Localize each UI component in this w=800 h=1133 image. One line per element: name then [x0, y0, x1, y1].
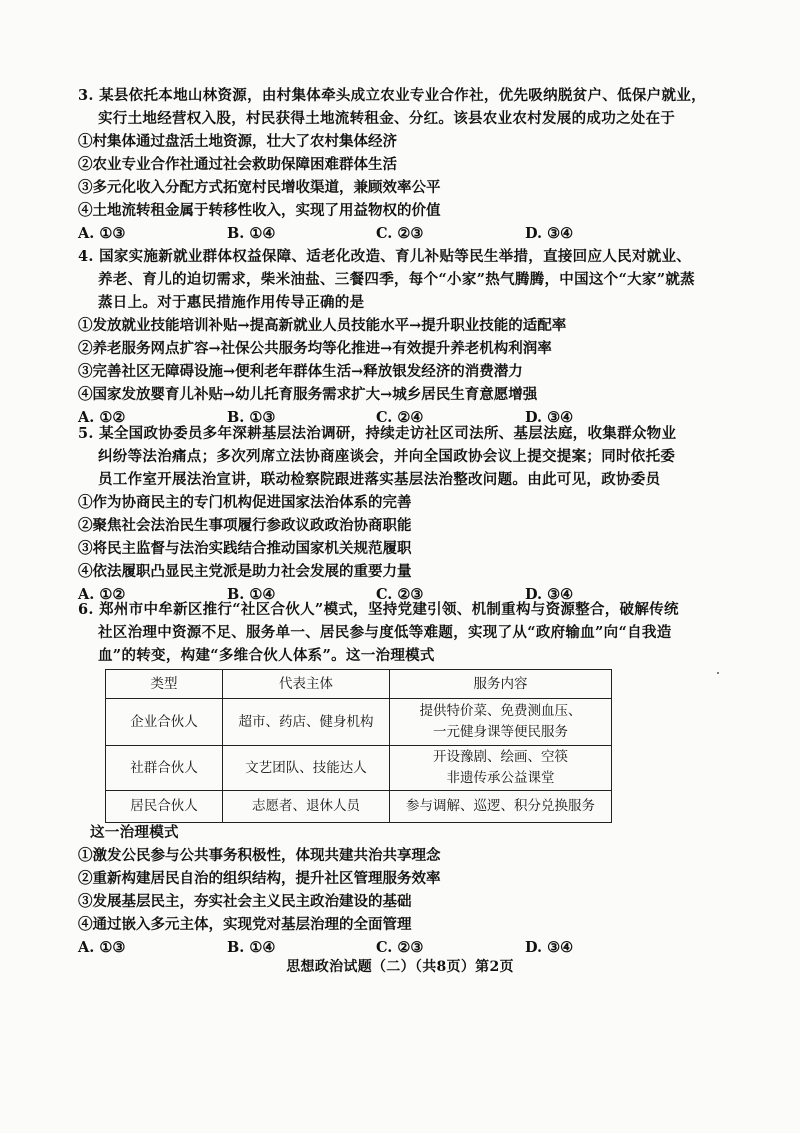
q6-choice-d: D. ③④ — [525, 939, 574, 956]
q5-option-4: ④依法履职凸显民主党派是助力社会发展的重要力量 — [78, 563, 412, 580]
page-footer: 思想政治试题（二）（共8页）第2页 — [286, 959, 514, 975]
partner-table — [105, 669, 612, 823]
table-cell-service — [390, 746, 612, 791]
question-6 — [78, 598, 678, 667]
q3-choice-b: B. ①④ — [227, 225, 276, 242]
q3-option-2: ②农业专业合作社通过社会救助保障困难群体生活 — [78, 156, 397, 173]
q6-choice-b: B. ①④ — [227, 939, 276, 956]
q6-stem-line-3: 血”的转变，构建“多维合伙人体系”。这一治理模式 — [98, 647, 435, 664]
q3-choices — [78, 222, 678, 245]
table-row — [106, 791, 612, 823]
q3-option-3: ③多元化收入分配方式拓宽村民增收渠道，兼顾效率公平 — [78, 179, 441, 196]
q6-option-4: ④通过嵌入多元主体，实现党对基层治理的全面管理 — [78, 916, 412, 933]
service-line-2: 非遗传承公益课堂 — [446, 770, 555, 786]
table-header-subject: 代表主体 — [223, 670, 390, 699]
q5-stem-line-3: 员工作室开展法治宣讲，联动检察院跟进落实基层法治整改问题。由此可见，政协委员 — [98, 471, 661, 488]
q3-choice-c: C. ②③ — [376, 225, 424, 242]
scan-speck — [717, 672, 719, 674]
q6-stem-line-2: 社区治理中资源不足、服务单一、居民参与度低等难题，实现了从“政府输血”向“自我造 — [98, 624, 672, 641]
question-5 — [78, 422, 678, 606]
table-header-service: 服务内容 — [390, 670, 612, 699]
question-6-options — [78, 821, 678, 959]
q5-choice-a: A. ①② — [78, 586, 126, 603]
q6-choice-c: C. ②③ — [376, 939, 424, 956]
q3-choice-a: A. ①③ — [78, 225, 126, 242]
table-header-row — [106, 670, 612, 699]
q6-option-2: ②重新构建居民自治的组织结构，提升社区管理服务效率 — [78, 870, 441, 887]
q4-stem-line-2: 养老、育儿的迫切需求，柴米油盐、三餐四季，每个“小家”热气腾腾，中国这个“大家”就蒸 — [98, 271, 695, 288]
table-cell-type: 社群合伙人 — [106, 746, 223, 791]
q5-option-3: ③将民主监督与法治实践结合推动国家机关规范履职 — [78, 540, 412, 557]
q4-option-1: ①发放就业技能培训补贴→提高新就业人员技能水平→提升职业技能的适配率 — [78, 317, 567, 334]
table-cell-service: 参与调解、巡逻、积分兑换服务 — [390, 791, 612, 823]
q4-choice-a: A. ①② — [78, 409, 126, 426]
service-line-1: 提供特价菜、免费测血压、 — [419, 703, 582, 719]
q5-choice-c: C. ②③ — [376, 586, 424, 603]
q4-choice-d: D. ③④ — [525, 409, 574, 426]
q4-option-4: ④国家发放婴育儿补贴→幼儿托育服务需求扩大→城乡居民生育意愿增强 — [78, 386, 538, 403]
table-header-type: 类型 — [106, 670, 223, 699]
table-cell-type: 居民合伙人 — [106, 791, 223, 823]
table-cell-subject: 志愿者、退休人员 — [223, 791, 390, 823]
q4-stem-line-3: 蒸日上。对于惠民措施作用传导正确的是 — [98, 294, 365, 311]
q3-option-1: ①村集体通过盘活土地资源，壮大了农村集体经济 — [78, 133, 397, 150]
question-4 — [78, 245, 695, 429]
q5-option-2: ②聚焦社会法治民生事项履行参政议政政治协商职能 — [78, 517, 412, 534]
table-cell-subject: 文艺团队、技能达人 — [223, 746, 390, 791]
table-row — [106, 699, 612, 746]
table-cell-subject: 超市、药店、健身机构 — [223, 699, 390, 746]
q3-stem-line-1: 3. 某县依托本地山林资源，由村集体牵头成立农业专业合作社，优先吸纳脱贫户、低保户就业， — [78, 87, 706, 104]
q3-stem-line-2: 实行土地经营权入股，村民获得土地流转租金、分红。该县农业农村发展的成功之处在于 — [98, 110, 676, 127]
q3-choice-d: D. ③④ — [525, 225, 574, 242]
q4-choice-b: B. ①③ — [227, 409, 276, 426]
q6-option-3: ③发展基层民主，夯实社会主义民主政治建设的基础 — [78, 893, 412, 910]
q5-stem-line-1: 5. 某全国政协委员多年深耕基层法治调研，持续走访社区司法所、基层法庭，收集群众物业 — [78, 425, 677, 442]
q5-option-1: ①作为协商民主的专门机构促进国家法治体系的完善 — [78, 494, 412, 511]
question-3 — [78, 84, 706, 245]
q5-choice-d: D. ③④ — [525, 586, 574, 603]
q4-option-2: ②养老服务网点扩容→社保公共服务均等化推进→有效提升养老机构利润率 — [78, 340, 552, 357]
q6-stem-line-1: 6. 郑州市中牟新区推行“社区合伙人”模式，坚持党建引领、机制重构与资源整合，破解传统 — [78, 601, 679, 618]
q5-stem-line-2: 纠纷等法治痛点；多次列席立法协商座谈会，并向全国政协会议上提交提案；同时依托委 — [98, 448, 676, 465]
q4-stem-line-1: 4. 国家实施新就业群体权益保障、适老化改造、育儿补贴等民生举措，直接回应人民对就业、 — [78, 248, 692, 265]
q6-lead: 这一治理模式 — [90, 824, 179, 841]
q6-choice-a: A. ①③ — [78, 939, 126, 956]
table-cell-type: 企业合伙人 — [106, 699, 223, 746]
table-cell-service — [390, 699, 612, 746]
service-line-2: 一元健身课等便民服务 — [433, 724, 568, 740]
q6-option-1: ①激发公民参与公共事务积极性，体现共建共治共享理念 — [78, 847, 441, 864]
q5-choice-b: B. ①④ — [227, 586, 276, 603]
q3-option-4: ④土地流转租金属于转移性收入，实现了用益物权的价值 — [78, 202, 441, 219]
q4-choice-c: C. ②④ — [376, 409, 424, 426]
q4-option-3: ③完善社区无障碍设施→便利老年群体生活→释放银发经济的消费潜力 — [78, 363, 523, 380]
service-line-1: 开设豫剧、绘画、空筷 — [433, 749, 568, 765]
table-row — [106, 746, 612, 791]
